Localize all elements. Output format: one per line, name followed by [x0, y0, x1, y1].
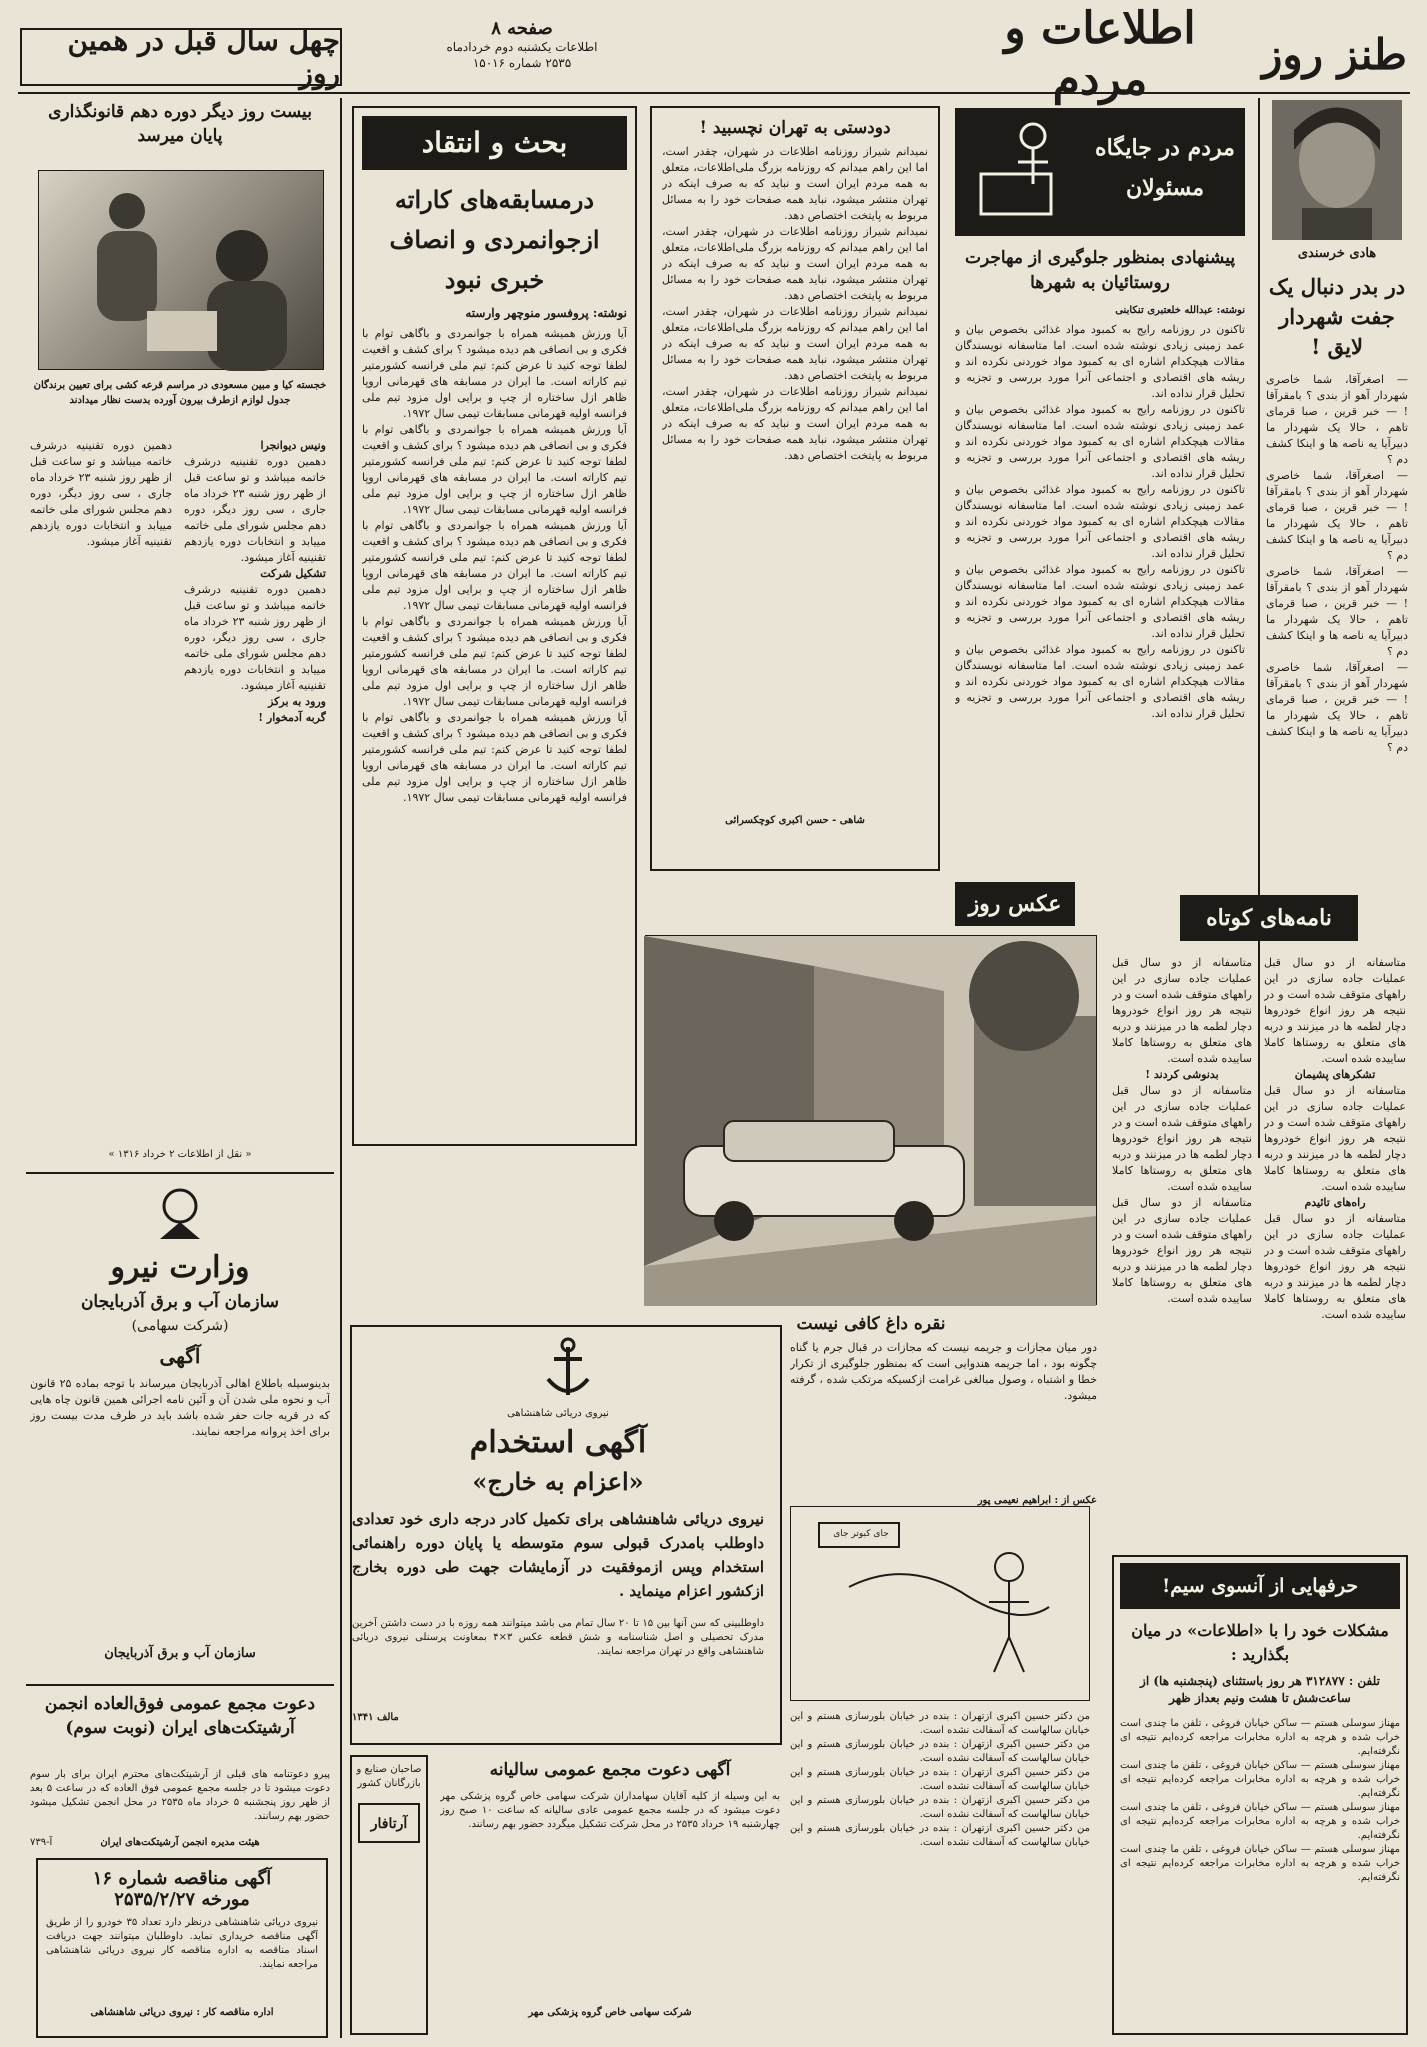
bahs-body-4: آیا ورزش همیشه همراه با جوانمردی و باگاهی توام با فکری و بی انصافی هم دیده میشود ؟ برای کشف و اقعیت لطفا توجه کنید تا عرض کنم: تیم ملی فرانسه کشورمتیر تیم کاراته است. ما ایران در مسابقه های قهرمانی اروپا ظاهر ازل ساختاره از چپ و برایی اول مزود تیم ملی فرانسه اولیه قهرمانی مسابقات تیمی سال ۱۹۷۲. — [362, 615, 627, 708]
bahs-label: بحث و انتقاد — [362, 116, 627, 170]
doctor-body-2: من دکتر حسین اکبری ازتهران : بنده در خیابان بلورسازی هستم و این خیابان سالهاست که آسفالت نشده است. — [790, 1739, 1090, 1764]
doctor-body-5: من دکتر حسین اکبری ازتهران : بنده در خیابان بلورسازی هستم و این خیابان سالهاست که آسفالت نشده است. — [790, 1823, 1090, 1848]
aks-photographer: عکس از : ابراهیم نعیمی پور — [977, 1495, 1097, 1506]
tender-title: آگهی مناقصه شماره ۱۶ — [92, 1868, 272, 1889]
tehran-headline: دودستی به تهران نچسبید ! — [699, 118, 891, 138]
tehran-signature: شاهی - حسن اکبری کوچکسرائی — [725, 815, 865, 826]
aks-label: عکس روز — [955, 882, 1075, 926]
phone-body-4: مهناز سوسلی هستم — ساکن خیابان فروغی ، تلفن ما چندی است خراب شده و هرچه به اداره مخابرات مراجعه کرده‌ایم نتیجه ای نگرفته‌ایم. — [1120, 1844, 1400, 1883]
tanz-body-2: — اصغرآقا، شما خاصری شهردار آهو از بندی ؟ بامقرآقا ! — خبر قرین ، صبا قرمای تاهم ، حالا یک شهردار ما دبیرآیا یه ناصه ها و اینکا کشف دم ؟ — [1266, 469, 1408, 562]
mardom-body-3: تاکنون در روزنامه رایج به کمبود مواد غذائی بخصوص بیان و عمد زمینی زیادی نوشته شده است. اما متاسفانه نویسندگان مقالات هیچکدام اشاره ای به کمبود مواد خوردنی نکرده اند و ریشه های اقتصادی و اجتماعی آنرا مورد بررسی و تجزیه و تحلیل قرار نداده اند. — [955, 483, 1245, 560]
short-letters-col-b — [1264, 955, 1406, 1475]
doctor-body-4: من دکتر حسین اکبری ازتهران : بنده در خیابان بلورسازی هستم و این خیابان سالهاست که آسفالت نشده است. — [790, 1795, 1090, 1820]
short-letters-body-4: متاسفانه از دو سال قبل عملیات جاده سازی در این راههای متوقف شده است و در نتیجه هر روز انواع خودروها دچار لطمه ها در میزنند و دربه های متعلق به روستاها کاملا ساییده شده است. — [1264, 956, 1406, 1065]
history-listhead-1: ونیس دیوانجرا — [260, 439, 326, 452]
tanz-headline: در بدر دنبال یک جفت شهردار لایق ! — [1268, 274, 1406, 359]
ministry-name: وزارت نیرو — [110, 1250, 250, 1285]
short-letters-body-3: متاسفانه از دو سال قبل عملیات جاده سازی در این راههای متوقف شده است و در نتیجه هر روز انواع خودروها دچار لطمه ها در میزنند و دربه های متعلق به روستاها کاملا ساییده شده است. — [1112, 1196, 1252, 1305]
phone-banner: حرفهایی از آنسوی سیم! — [1120, 1563, 1400, 1609]
tanz-author: هادی خرسندی — [1297, 246, 1377, 261]
anchor-crown-emblem-icon — [538, 1335, 598, 1405]
bahs-body: آیا ورزش همیشه همراه با جوانمردی و باگاهی توام با فکری و بی انصافی هم دیده میشود ؟ برای کشف و اقعیت لطفا توجه کنید تا عرض کنم: تیم ملی فرانسه کشورمتیر تیم کاراته است. ما ایران در مسابقه های قهرمانی اروپا ظاهر ازل ساختاره از چپ و برایی اول مزود تیم ملی فرانسه اولیه قهرمانی مسابقات تیمی سال ۱۹۷۲. — [362, 327, 627, 420]
section-title-box — [955, 3, 1245, 105]
water-org-name: سازمان آب و برق آذربایجان — [80, 1292, 280, 1312]
page-label: صفحه ۸ — [491, 18, 553, 39]
aks-headline: نقره داغ کافی نیست — [796, 1314, 946, 1334]
water-company-notice — [30, 1184, 330, 1674]
short-letters-body: متاسفانه از دو سال قبل عملیات جاده سازی در این راههای متوقف شده است و در نتیجه هر روز انواع خودروها دچار لطمه ها در میزنند و دربه های متعلق به روستاها کاملا ساییده شده است. — [1112, 956, 1252, 1065]
history-logo: چهل سال قبل در همین روز — [67, 24, 340, 90]
mardom-body-5: تاکنون در روزنامه رایج به کمبود مواد غذائی بخصوص بیان و عمد زمینی زیادی نوشته شده است. اما متاسفانه نویسندگان مقالات هیچکدام اشاره ای به کمبود مواد خوردنی نکرده اند و ریشه های اقتصادی و اجتماعی آنرا مورد بررسی و تجزیه و تحلیل قرار نداده اند. — [955, 643, 1245, 720]
tanz-body: — اصغرآقا، شما خاصری شهردار آهو از بندی ؟ بامقرآقا ! — خبر قرین ، صبا قرمای تاهم ، حالا یک شهردار ما دبیرآیا یه ناصه ها و اینکا کشف دم ؟ — [1266, 373, 1408, 466]
aks-photo-street — [644, 936, 1096, 1306]
tanz-body-3: — اصغرآقا، شما خاصری شهردار آهو از بندی ؟ بامقرآقا ! — خبر قرین ، صبا قرمای تاهم ، حالا یک شهردار ما دبیرآیا یه ناصه ها و اینکا کشف دم ؟ — [1266, 565, 1408, 658]
cartoon-sign: جای کبوتر جای — [833, 1529, 889, 1539]
phone-body-2: مهناز سوسلی هستم — ساکن خیابان فروغی ، تلفن ما چندی است خراب شده و هرچه به اداره مخابرات مراجعه کرده‌ایم نتیجه ای نگرفته‌ایم. — [1120, 1760, 1400, 1799]
phone-body-3: مهناز سوسلی هستم — ساکن خیابان فروغی ، تلفن ما چندی است خراب شده و هرچه به اداره مخابرات مراجعه کرده‌ایم نتیجه ای نگرفته‌ایم. — [1120, 1802, 1400, 1841]
history-listhead-2: تشکیل شرکت — [260, 567, 326, 580]
lion-sun-emblem-icon — [150, 1184, 210, 1244]
tanz-author-portrait — [1272, 100, 1402, 240]
bahs-byline: نوشته: پروفسور منوچهر وارسته — [465, 306, 627, 320]
issue-number: ۲۵۳۵ شماره ۱۵۰۱۶ — [472, 56, 572, 70]
issue-info — [362, 18, 682, 71]
history-body: دهمین دوره تقنینیه درشرف خاتمه میباشد و تو ساعت قبل از ظهر روز شنبه ۲۳ خرداد ماه جاری ، سی روز دیگر، دوره دهم مجلس شورای ملی خاتمه مییابد و انتخابات دوره یازدهم تقنینیه آغاز میشود. — [30, 439, 172, 548]
history-body-c: دهمین دوره تقنینیه درشرف خاتمه میباشد و تو ساعت قبل از ظهر روز شنبه ۲۳ خرداد ماه جاری ، سی روز دیگر، دوره دهم مجلس شورای ملی خاتمه مییابد و انتخابات دوره یازدهم تقنینیه آغاز میشود. — [184, 583, 326, 692]
history-body-b: دهمین دوره تقنینیه درشرف خاتمه میباشد و تو ساعت قبل از ظهر روز شنبه ۲۳ خرداد ماه جاری ، سی روز دیگر، دوره دهم مجلس شورای ملی خاتمه مییابد و انتخابات دوره یازدهم تقنینیه آغاز میشود. — [184, 455, 326, 564]
short-letters-body-2: متاسفانه از دو سال قبل عملیات جاده سازی در این راههای متوقف شده است و در نتیجه هر روز انواع خودروها دچار لطمه ها در میزنند و دربه های متعلق به روستاها کاملا ساییده شده است. — [1112, 1084, 1252, 1193]
union-code: آ-۷۳۹ — [30, 1837, 53, 1848]
bahs-box — [352, 106, 637, 1146]
phone-body-block — [1120, 1717, 1400, 2017]
history-listhead-4: گربه آدمخوار ! — [258, 711, 326, 724]
phone-number: تلفن : ۳۱۲۸۷۷ هر روز باستثنای (پنجشنبه ها) از ساعت‌شش تا هشت ونیم بعداز ظهر — [1140, 1674, 1380, 1705]
section-title: اطلاعات و مردم — [1004, 3, 1196, 105]
navy-emblem-org: نیروی دریائی شاهنشاهی — [507, 1408, 609, 1419]
water-rule — [26, 1684, 334, 1686]
history-photo — [38, 170, 324, 370]
union-headline: دعوت مجمع عمومی فوق‌العاده انجمن آرشیتکت‌های ایران (نوبت سوم) — [44, 1694, 316, 1738]
badtoshi-title: بدنوشی کردند ! — [1145, 1068, 1219, 1081]
doctor-body: من دکتر حسین اکبری ازتهران : بنده در خیابان بلورسازی هستم و این خیابان سالهاست که آسفالت نشده است. — [790, 1711, 1090, 1736]
mardom-illustration-icon — [963, 114, 1093, 230]
col-divider-1 — [340, 98, 342, 2038]
mardom-body-2: تاکنون در روزنامه رایج به کمبود مواد غذائی بخصوص بیان و عمد زمینی زیادی نوشته شده است. اما متاسفانه نویسندگان مقالات هیچکدام اشاره ای به کمبود مواد خوردنی نکرده اند و ریشه های اقتصادی و اجتماعی آنرا مورد بررسی و تجزیه و تحلیل قرار نداده اند. — [955, 403, 1245, 480]
short-letters-col-a — [1112, 955, 1252, 1475]
tender-signature: اداره مناقصه کار : نیروی دریائی شاهنشاهی — [90, 2007, 274, 2018]
cartoon-panel — [790, 1506, 1090, 1701]
mardom-byline: نوشته: عبدالله خلعتبری تنکابنی — [1115, 305, 1245, 316]
history-photo-figures — [37, 171, 323, 371]
phone-letters-box — [1112, 1555, 1408, 2035]
tanz-logo-box — [1257, 20, 1412, 88]
names-title: راه‌های تائیدم — [1304, 1196, 1366, 1209]
history-photo-caption: خجسته کیا و مبین مسعودی در مراسم قرعه کشی برای تعیین برندگان جدول لوازم ازطرف بیرون آورده بدست نظار میدادند — [33, 380, 327, 406]
water-notice-title: آگهی — [159, 1344, 201, 1368]
bahs-body-5: آیا ورزش همیشه همراه با جوانمردی و باگاهی توام با فکری و بی انصافی هم دیده میشود ؟ برای کشف و اقعیت لطفا توجه کنید تا عرض کنم: تیم ملی فرانسه کشورمتیر تیم کاراته است. ما ایران در مسابقه های قهرمانی اروپا ظاهر ازل ساختاره از چپ و برایی اول مزود تیم ملی فرانسه اولیه قهرمانی مسابقات تیمی سال ۱۹۷۲. — [362, 711, 627, 804]
tehran-body-3: نمیدانم شیراز روزنامه اطلاعات در شهران، چقدر است، اما این راهم میدانم که روزنامه بزرگ ملی‌اطلاعات، متعلق به همه مردم ایران است و نباید که به صرف اینکه در تهران منتشر میشود، نباید همه صفحات خود را به مسائل مربوط به پایتخت اختصاص دهد. — [662, 305, 928, 382]
history-headline: بیست روز دیگر دوره دهم قانونگذاری پایان میرسد — [48, 102, 312, 146]
mardom-body-4: تاکنون در روزنامه رایج به کمبود مواد غذائی بخصوص بیان و عمد زمینی زیادی نوشته شده است. اما متاسفانه نویسندگان مقالات هیچکدام اشاره ای به کمبود مواد خوردنی نکرده اند و ریشه های اقتصادی و اجتماعی آنرا مورد بررسی و تجزیه و تحلیل قرار نداده اند. — [955, 563, 1245, 640]
bahs-body-2: آیا ورزش همیشه همراه با جوانمردی و باگاهی توام با فکری و بی انصافی هم دیده میشود ؟ برای کشف و اقعیت لطفا توجه کنید تا عرض کنم: تیم ملی فرانسه کشورمتیر تیم کاراته است. ما ایران در مسابقه های قهرمانی اروپا ظاهر ازل ساختاره از چپ و برایی اول مزود تیم ملی فرانسه اولیه قهرمانی مسابقات تیمی سال ۱۹۷۲. — [362, 423, 627, 516]
water-notice-signature: سازمان آب و برق آذربایجان — [104, 1646, 256, 1661]
assembly-logo-box — [350, 1755, 428, 2035]
tanz-body-4: — اصغرآقا، شما خاصری شهردار آهو از بندی ؟ بامقرآقا ! — خبر قرین ، صبا قرمای تاهم ، حالا یک شهردار ما دبیرآیا یه ناصه ها و اینکا کشف دم ؟ — [1266, 661, 1408, 754]
masthead-rule — [18, 92, 1410, 94]
history-logo-box — [20, 24, 342, 90]
history-rule — [26, 1172, 334, 1174]
short-letters-body-6: متاسفانه از دو سال قبل عملیات جاده سازی در این راههای متوقف شده است و در نتیجه هر روز انواع خودروها دچار لطمه ها در میزنند و دربه های متعلق به روستاها کاملا ساییده شده است. — [1264, 1212, 1406, 1321]
issue-line: اطلاعات یکشنبه دوم خردادماه — [446, 40, 598, 54]
bahs-headline: درمسابقه‌های کاراته ازجوانمردی و انصاف خبری نبود — [389, 185, 600, 294]
assembly-brand: آرتافار — [358, 1803, 420, 1843]
bahs-body-3: آیا ورزش همیشه همراه با جوانمردی و باگاهی توام با فکری و بی انصافی هم دیده میشود ؟ برای کشف و اقعیت لطفا توجه کنید تا عرض کنم: تیم ملی فرانسه کشورمتیر تیم کاراته است. ما ایران در مسابقه های قهرمانی اروپا ظاهر ازل ساختاره از چپ و برایی اول مزود تیم ملی فرانسه اولیه قهرمانی مسابقات تیمی سال ۱۹۷۲. — [362, 519, 627, 612]
assembly-title: آگهی دعوت مجمع عمومی سالیانه — [489, 1760, 731, 1780]
phone-title: مشکلات خود را با «اطلاعات» در میان بگذارید : — [1131, 1621, 1389, 1664]
history-note: « نقل از اطلاعات ۲ خرداد ۱۳۱۶ » — [108, 1149, 252, 1160]
col-divider-2 — [1258, 98, 1260, 1158]
navy-title: آگهی استخدام — [469, 1425, 647, 1460]
navy-lead: نیروی دریائی شاهنشاهی برای تکمیل کادر درجه داری خود تعدادی داوطلب بامدرک قبولی سوم متوسطه یا پایان دوره راهنمائی استخدام وپس ازموفقیت در آزمایشات جهت طی دوره بخارج ازکشور اعزام مینماید . — [352, 1510, 764, 1600]
phone-body: مهناز سوسلی هستم — ساکن خیابان فروغی ، تلفن ما چندی است خراب شده و هرچه به اداره مخابرات مراجعه کرده‌ایم نتیجه ای نگرفته‌ایم. — [1120, 1718, 1400, 1757]
navy-body: داوطلبینی که سن آنها بین ۱۵ تا ۲۰ سال تمام می باشد میتوانند همه روزه با در دست داشتن آخرین مدرک تحصیلی و اصل شناسنامه و شش قطعه عکس ۳×۴ بمعاونت پرسنلی نیروی دریائی شاهنشاهی واقع در تهران مراجعه نمایند. — [352, 1618, 764, 1657]
history-listhead-3: ورود به برکز — [268, 695, 326, 708]
mardom-body: تاکنون در روزنامه رایج به کمبود مواد غذائی بخصوص بیان و عمد زمینی زیادی نوشته شده است. اما متاسفانه نویسندگان مقالات هیچکدام اشاره ای به کمبود مواد خوردنی نکرده اند و ریشه های اقتصادی و اجتماعی آنرا مورد بررسی و تجزیه و تحلیل قرار نداده اند. — [955, 323, 1245, 400]
union-body: پیرو دعوتنامه های قبلی از آرشیتکت‌های محترم ایران برای بار سوم دعوت میشود تا در جلسه مجمع عمومی فوق العاده که در ساعت ۵ بعد از ظهر روز پنجشنبه ۵ خرداد ماه ۲۵۳۵ در محل انجمن تشکیل میشود حضور بهم رسانند. — [30, 1769, 330, 1822]
history-body-col-b — [184, 438, 326, 1138]
tanz-author-photo — [1272, 100, 1402, 240]
history-body-col-a — [30, 438, 172, 1138]
union-signature: هیئت مدیره انجمن آرشیتکت‌های ایران — [100, 1837, 260, 1848]
water-notice-body: بدینوسیله باطلاع اهالی آذربایجان میرساند با توجه بماده ۲۵ قانون آب و نحوه ملی شدن آن و آئین نامه اجرائی همین قانون چاه هایی که در قریه جات حفر شده باشد باید در ظرف مدت بیست روز برای اخذ پروانه مراجعه نمایند. — [30, 1377, 330, 1438]
navy-code: مالف ۱۳۴۱ — [352, 1712, 399, 1723]
tehran-body: نمیدانم شیراز روزنامه اطلاعات در شهران، چقدر است، اما این راهم میدانم که روزنامه بزرگ ملی‌اطلاعات، متعلق به همه مردم ایران است و نباید که به صرف اینکه در تهران منتشر میشود، نباید همه صفحات خود را به مسائل مربوط به پایتخت اختصاص دهد. — [662, 145, 928, 222]
assembly-body: به این وسیله از کلیه آقایان سهامداران شرکت سهامی خاص گروه پزشکی مهر دعوت میشود که در جلسه مجمع عمومی عادی سالیانه که ساعت ۱۰ صبح روز چهارشنبه ۱۹ خرداد ۲۵۳۵ در محل شرکت تشکیل میگردد حضور بهم رسانند. — [440, 1791, 780, 1830]
aks-body: دور میان مجازات و جریمه نیست که مجازات در قبال جرم یا گناه چگونه بود ، اما جریمه هندوایی است که بمنظور جلوگیری از تکرار خطا و اشتباه ، وصول مبالغی غرامت ازکسیکه مرتکب شده ، گرفته میشود. — [790, 1341, 1097, 1402]
water-org-sub: (شرکت سهامی) — [131, 1318, 229, 1334]
tanz-logo: طنز روز — [1262, 29, 1407, 79]
tehran-body-2: نمیدانم شیراز روزنامه اطلاعات در شهران، چقدر است، اما این راهم میدانم که روزنامه بزرگ ملی‌اطلاعات، متعلق به همه مردم ایران است و نباید که به صرف اینکه در تهران منتشر میشود، نباید همه صفحات خود را به مسائل مربوط به پایتخت اختصاص دهد. — [662, 225, 928, 302]
tehran-body-block — [662, 144, 928, 804]
mardom-panel-title: مردم در جایگاه مسئولان — [1095, 135, 1235, 201]
doctor-body-3: من دکتر حسین اکبری ازتهران : بنده در خیابان بلورسازی هستم و این خیابان سالهاست که آسفالت نشده است. — [790, 1767, 1090, 1792]
tender-notice — [36, 1858, 328, 2038]
tehran-body-4: نمیدانم شیراز روزنامه اطلاعات در شهران، چقدر است، اما این راهم میدانم که روزنامه بزرگ ملی‌اطلاعات، متعلق به همه مردم ایران است و نباید که به صرف اینکه در تهران منتشر میشود، نباید همه صفحات خود را به مسائل مربوط به پایتخت اختصاص دهد. — [662, 385, 928, 462]
short-letters-body-5: متاسفانه از دو سال قبل عملیات جاده سازی در این راههای متوقف شده است و در نتیجه هر روز انواع خودروها دچار لطمه ها در میزنند و دربه های متعلق به روستاها کاملا ساییده شده است. — [1264, 1084, 1406, 1193]
bahs-body-block — [362, 326, 627, 1056]
navy-ad — [350, 1325, 782, 1745]
assembly-logo-text: صاحبان صنایع و بازرگانان کشور — [356, 1764, 422, 1789]
tender-body: نیروی دریائی شاهنشاهی درنظر دارد تعداد ۳۵ خودرو را از طریق آگهی مناقصه خریداری نماید. داوطلبان میتوانند جهت دریافت اسناد مناقصه به اداره مناقصه کار نیروی دریائی شاهنشاهی مراجعه نمایند. — [46, 1917, 318, 1970]
short-letters-label: نامه‌های کوتاه — [1180, 895, 1358, 941]
mardom-panel — [955, 108, 1245, 236]
navy-subtitle: «اعزام به خارج» — [472, 1467, 644, 1496]
pishimani-title: تشکرهای پشیمان — [1294, 1068, 1376, 1081]
doctor-letters — [790, 1710, 1090, 2030]
aks-photo — [645, 935, 1097, 1305]
assembly-signature: شرکت سهامی خاص گروه پزشکی مهر — [528, 2007, 692, 2018]
tender-date: مورخه ۲۵۳۵/۲/۲۷ — [114, 1889, 250, 1910]
mardom-headline: پیشنهادی بمنظور جلوگیری از مهاجرت روستائیان به شهرها — [964, 248, 1236, 293]
tehran-box — [650, 106, 940, 871]
